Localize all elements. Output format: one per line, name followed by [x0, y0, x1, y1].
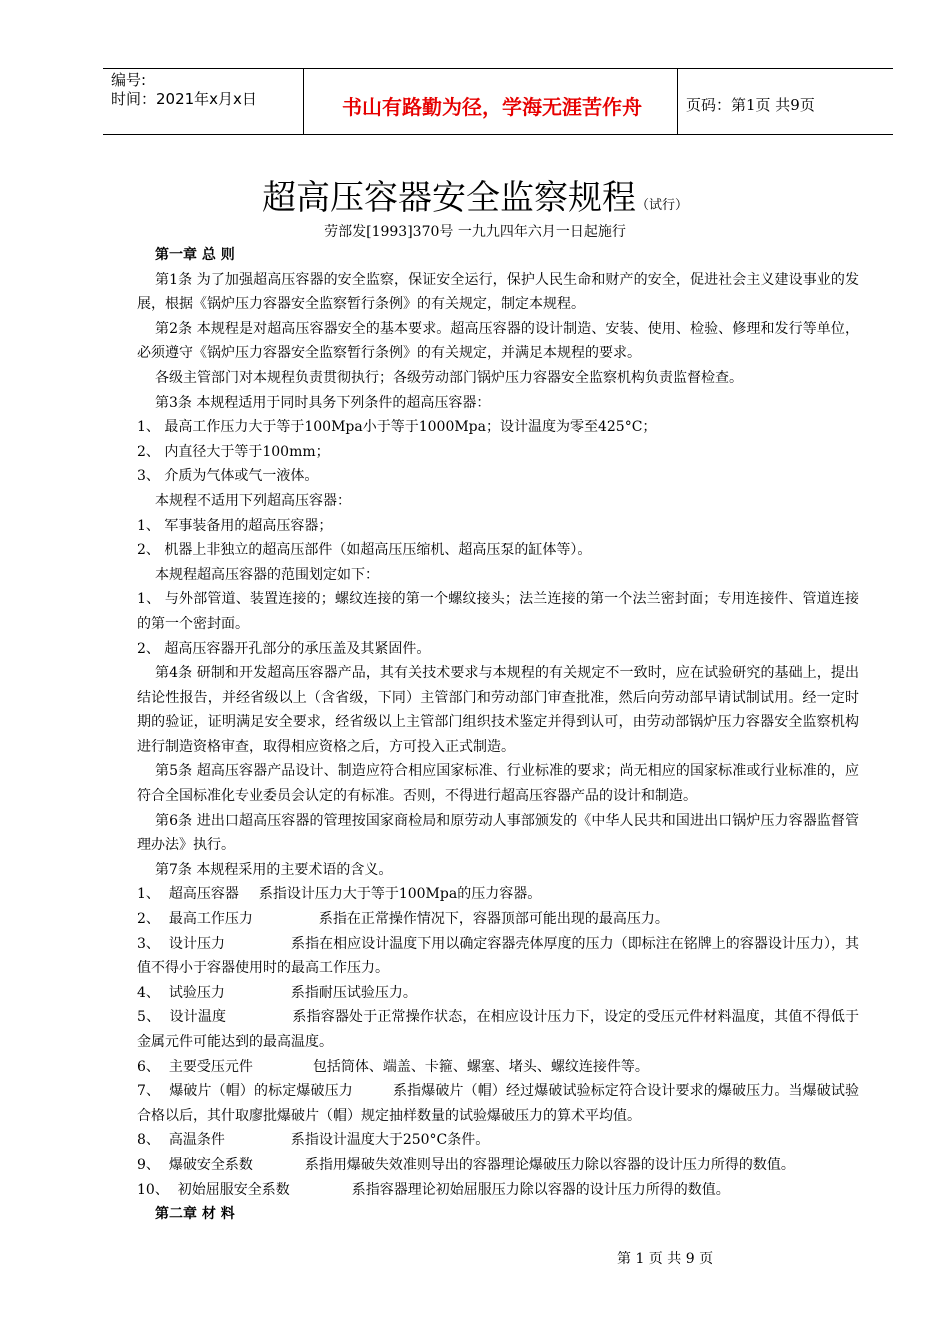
term-name: 超高压容器 — [168, 886, 239, 903]
term-number: 7、 — [137, 1083, 161, 1100]
term-item — [137, 1005, 859, 1054]
term-definition: 系指耐压试验压力。 — [290, 984, 417, 1001]
term-item — [137, 1153, 859, 1178]
term-number: 6、 — [137, 1058, 160, 1075]
term-definition: 系指爆破片（帽）经过爆破试验标定符合设计要求的爆破压力。当爆破试验合格以后，其什取廖批爆破片（帽）规定抽样数量的试验爆破压力的算术平均值。 — [137, 1083, 859, 1124]
term-definition: 包括筒体、端盖、卡箍、螺塞、堵头、螺纹连接件等。 — [312, 1058, 649, 1075]
paragraph: 第6条 进出口超高压容器的管理按国家商检局和原劳动人事部颁发的《中华人民共和国进出口锅炉压力容器监督管理办法》执行。 — [137, 812, 859, 854]
paragraph: 本规程不适用下列超高压容器： — [155, 492, 351, 509]
paragraph: 第2条 本规程是对超高压容器安全的基本要求。超高压容器的设计制造、安装、使用、检验、修理和发行等单位，必须遵守《锅炉压力容器安全监察暂行条例》的有关规定，并满足本规程的要求。 — [137, 320, 859, 362]
list-item: 2、 机器上非独立的超高压部件（如超高压压缩机、超高压泵的缸体等）。 — [137, 542, 592, 559]
term-name: 最高工作压力 — [168, 911, 253, 928]
issue-line: 劳部发[1993]370号 一九九四年六月一日起施行 — [324, 224, 626, 240]
term-name: 高温条件 — [168, 1132, 225, 1149]
term-number: 5、 — [137, 1009, 161, 1026]
term-item — [137, 882, 859, 907]
paragraph: 本规程超高压容器的范围划定如下： — [155, 566, 379, 583]
document-title — [0, 170, 950, 219]
term-number: 10、 — [137, 1181, 169, 1198]
term-item — [137, 1128, 859, 1153]
term-definition: 系指容器处于正常操作状态，在相应设计压力下，设定的受压元件材料温度，其值不得低于金属元件可能达到的最高温度。 — [137, 1009, 859, 1050]
term-definition: 系指容器理论初始屈服压力除以容器的设计压力所得的数值。 — [351, 1181, 730, 1198]
term-item — [137, 1079, 859, 1128]
list-item: 1、 最高工作压力大于等于100Mpa小于等于1000Mpa；设计温度为零至425°C； — [137, 419, 657, 436]
term-definition: 系指在相应设计温度下用以确定容器壳体厚度的压力（即标注在铭牌上的容器设计压力），其值不得小于容器使用时的最高工作压力。 — [137, 935, 860, 977]
term-definition: 系指在正常操作情况下，容器顶部可能出现的最高压力。 — [318, 911, 669, 928]
term-definition: 系指用爆破失效准则导出的容器理论爆破压力除以容器的设计压力所得的数值。 — [304, 1156, 795, 1173]
list-item: 1、 与外部管道、装置连接的；螺纹连接的第一个螺纹接头；法兰连接的第一个法兰密封面；专用连接件、管道连接的第一个密封面。 — [137, 591, 859, 632]
paragraph: 各级主管部门对本规程负责贯彻执行；各级劳动部门锅炉压力容器安全监察机构负责监督检查。 — [155, 369, 743, 386]
term-definition: 系指设计温度大于250°C条件。 — [290, 1132, 490, 1149]
title-trial: （试行） — [635, 198, 688, 213]
number-label: 编号: — [111, 71, 147, 89]
term-name: 爆破片（帽）的标定爆破压力 — [169, 1083, 353, 1100]
term-name: 设计压力 — [168, 935, 226, 952]
time-label: 时间：2021年x月x日 — [111, 90, 257, 108]
term-name: 初始屈服安全系数 — [177, 1181, 290, 1198]
term-definition: 系指设计压力大于等于100Mpa的压力容器。 — [258, 886, 542, 903]
header-divider — [677, 69, 678, 134]
header-meta — [111, 71, 257, 109]
term-number: 8、 — [137, 1132, 160, 1149]
chapter-heading: 第二章 材 料 — [155, 1206, 235, 1223]
list-item: 1、 军事装备用的超高压容器； — [137, 517, 333, 534]
term-name: 设计温度 — [169, 1009, 227, 1026]
paragraph: 第1条 为了加强超高压容器的安全监察，保证安全运行，保护人民生命和财产的安全，促进社会主义建设事业的发展，根据《锅炉压力容器安全监察暂行条例》的有关规定，制定本规程。 — [137, 271, 859, 313]
term-number: 9、 — [137, 1156, 160, 1173]
paragraph: 第5条 超高压容器产品设计、制造应符合相应国家标准、行业标准的要求；尚无相应的国家标准或行业标准的，应符合全国标准化专业委员会认定的有标准。否则，不得进行超高压容器产品的设计和制造。 — [137, 763, 859, 805]
term-item — [137, 981, 859, 1006]
term-name: 主要受压元件 — [168, 1058, 253, 1075]
paragraph: 第7条 本规程采用的主要术语的含义。 — [155, 861, 393, 878]
page-footer: 第 1 页 共 9 页 — [617, 1251, 714, 1267]
header-divider — [303, 69, 304, 134]
title-main: 超高压容器安全监察规程 — [261, 178, 636, 218]
page-header — [103, 68, 893, 135]
document-body — [137, 243, 859, 1227]
term-item — [137, 1055, 859, 1080]
term-number: 1、 — [137, 886, 160, 903]
list-item: 2、 超高压容器开孔部分的承压盖及其紧固件。 — [137, 640, 431, 657]
header-page-info: 页码：第1页 共9页 — [686, 96, 815, 114]
header-motto: 书山有路勤为径，学海无涯苦作舟 — [342, 95, 642, 119]
list-item: 2、 内直径大于等于100mm； — [137, 443, 330, 460]
paragraph: 第4条 研制和开发超高压容器产品，其有关技术要求与本规程的有关规定不一致时，应在试验研究的基础上，提出结论性报告，并经省级以上（含省级，下同）主管部门和劳动部门审查批准，然后向劳动部早请试制试用。经一定时期的验证，证明满足安全要求，经省级以上主管部门组织技术鉴定并得到认可，由劳动部锅炉压力容器安全监察机构进行制造资格审查，取得相应资格之后，方可投入正式制造。 — [137, 665, 859, 755]
term-number: 4、 — [137, 984, 160, 1001]
term-name: 爆破安全系数 — [168, 1156, 253, 1173]
list-item: 3、 介质为气体或气一液体。 — [137, 468, 319, 485]
term-number: 2、 — [137, 911, 160, 928]
term-number: 3、 — [137, 935, 160, 952]
chapter-heading: 第一章 总 则 — [155, 247, 235, 263]
term-item — [137, 932, 859, 981]
term-name: 试验压力 — [168, 984, 225, 1001]
term-item — [137, 1178, 859, 1203]
term-item — [137, 907, 859, 932]
paragraph: 第3条 本规程适用于同时具务下列条件的超高压容器： — [155, 394, 491, 411]
